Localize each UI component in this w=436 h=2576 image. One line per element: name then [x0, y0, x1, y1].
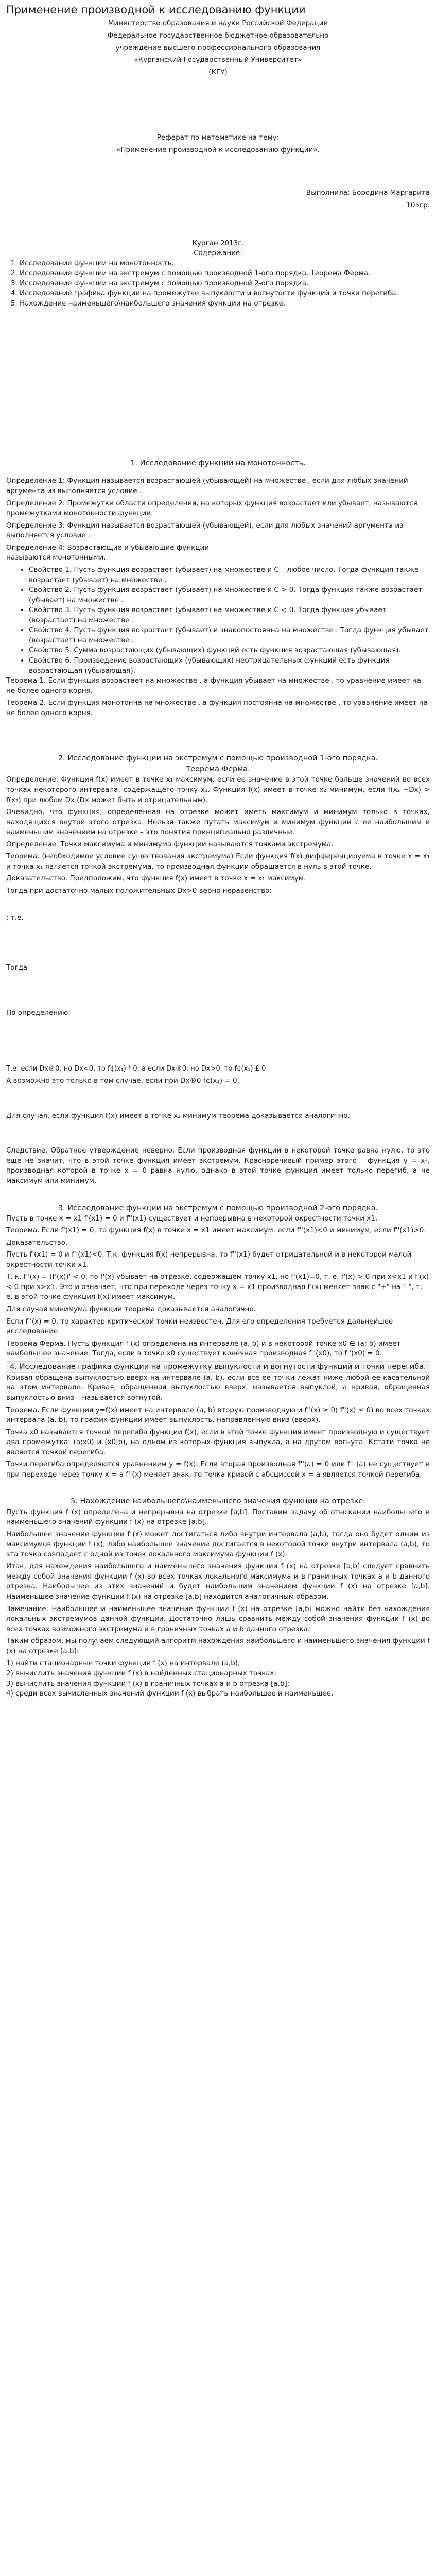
page-title: Применение производной к исследованию функции — [6, 4, 306, 16]
paragraph: Таким образом, мы получаем следующий алгоритм нахождения наибольшего и наименьшего значения функции f (x) на отрезке [a,b]: — [6, 1637, 430, 1655]
paragraph: Доказательство. — [6, 1238, 68, 1247]
toc-item: 4. Исследование графика функции на промежутке выпуклости и вогнутости функций и точки перегиба. — [20, 289, 430, 299]
paragraph: Пусть функция f (x) определена и непрерывна на отрезке [a,b]. Поставим задачу об отыскании наибольшего и наименьшего значений функции f (x) на отрезке [a,b]. — [6, 1507, 430, 1527]
institution-header — [6, 19, 430, 77]
paragraph: Для случая минимума функции теорема доказывается аналогично. — [6, 1305, 256, 1314]
property-item: • Свойство 5. Сумма возрастающих (убывающих) функций есть функция возрастающая (убывающая). — [29, 646, 430, 656]
author-name: Выполнила: Бородина Маргарита — [306, 189, 430, 197]
paragraph: А возможно это только в том случае, если при Dx®0 f¢(x₁) = 0. — [6, 1077, 239, 1086]
section-1-title: 1. Исследование функции на монотонность. — [130, 459, 306, 468]
paragraph: Тогда — [6, 963, 28, 972]
property-item: • Свойство 2. Пусть функция возрастает (убывает) на множестве и С > 0. Тогда функция также возрастает (убывает) на множестве . — [29, 585, 430, 605]
city-year: Курган 2013г. — [192, 239, 244, 247]
paragraph: Наибольшее значение функции f (x) может достигаться либо внутри интервала (a,b), тогда оно будет одним из максимумов функции f (x), либо наибольшее значение достигается в некоторой точке внутри интервала (a,b), то эта точка совпадает с одной из точек локального максимума функции f (x). — [6, 1530, 430, 1558]
toc-title: Содержание: — [194, 249, 242, 258]
property-item: • Свойство 3. Пусть функция возрастает (убывает) на множестве и С < 0. Тогда функция убывает (возрастает) на множестве . — [29, 605, 430, 625]
property-item: • Свойство 4. Пусть функция возрастает (убывает) и знакопостоянна на множестве . Тогда функция убывает (возрастает) на множестве . — [29, 625, 430, 646]
section-2-subtitle: Теорема Ферма. — [186, 765, 250, 774]
paragraph: Если f''(x) = 0, то характер критической точки неизвестен. Для его определения требуется дальнейшее исследование. — [6, 1317, 393, 1336]
section-4-title: 4. Исследование графика функции на промежутку выпуклости и вогнутости функций и точки перегиба. — [6, 1361, 430, 1373]
algorithm-step: 3) вычислить значения функции f (x) в граничных точках a и b отрезка [a,b]; — [6, 1679, 290, 1688]
section-5-title: 5. Нахождение наибольшего\наименьшего значения функции на отрезке. — [71, 1497, 365, 1506]
author-group: 105гр. — [406, 200, 430, 209]
paragraph: Теорема. Если функция y=f(x) имеет на интервале (a, b) вторую производную и f''(x) ≥ 0( f''(x) ≤ 0) во всех точках интервала (a, b), то график функции имеет выпуклость, направленную вниз (вверх). — [6, 1405, 430, 1425]
section-3-title: 3. Исследование функции на экстремум с помощью производной 2-ого порядка. — [58, 1204, 378, 1212]
algorithm-step: 1) найти стационарные точки функции f (x) на интервале (a,b); — [6, 1659, 240, 1668]
table-of-contents — [6, 259, 430, 309]
paragraph: Очевидно, что функция, определенная на отрезке может иметь максимум и минимум только в точках, находящихся внутри этого отрезка. Нельзя также путать максимум и минимум функции с ее наибольшим и наименьшим значением на отрезке – это понятия принципиально различные. — [6, 808, 430, 837]
header-line: учреждение высшего профессионального образования — [115, 43, 321, 52]
paragraph: Кривая обращена выпуклостью вверх на интервале (a, b), если все ее точки лежат ниже любой ее касательной на этом интервале. Кривая, обращенная выпуклостью вверх, называется выпуклой, а кривая, обращенная выпуклостью вниз – называется вогнутой. — [6, 1373, 430, 1402]
paragraph: Следствие. Обратное утверждение неверно. Если производная функции в некоторой точке равна нулю, то это еще не значит, что в этой точке функция имеет экстремум. Красноречивый пример этого – функция y = x³, производная которой в точке х = 0 равна нулю, однако в этой точке функция имеет только перегиб, а не максимум или минимум. — [6, 1146, 430, 1185]
header-line: (КГУ) — [208, 67, 228, 76]
paragraph: Точка x0 называется точкой перегиба функции f(x), если в этой точке функция имеет производную и существует два промежутка: (a;x0) и (x0;b), на одном из которых функция выпукла, а на другом вогнута. Кстати точка не является точкой перегиба. — [6, 1428, 430, 1456]
header-line: Министерство образования и науки Российской Федерации — [108, 19, 328, 28]
definition-4-cont: называются монотонными. — [6, 553, 106, 562]
paragraph: Теорема Ферма. Пусть функция f (x) определена на интервале (a, b) и в некоторой точке x0 ∈ (a; b) имеет наибольшее значение. Тогда, если в точке x0 существует конечная производная f '(x0), то f '(x0) = 0. — [6, 1339, 401, 1358]
paragraph: Определение. Точки максимума и минимума функции называются точками экстремума. — [6, 840, 334, 849]
definition-2: Определение 2: Промежутки области определения, на которых функция возрастает или убывает, называются промежутками монотонности функции. — [6, 499, 417, 518]
definition-3: Определение 3: Функция называется возрастающей (убывающей), если для любых значений аргумента из выполняется условие . — [6, 521, 404, 540]
report-line: Реферат по математике на тему: — [156, 133, 280, 142]
report-topic: «Применение производной к исследованию функции». — [116, 145, 320, 154]
theorem-1: Теорема 1. Если функция возрастает на множестве , а функция убывает на множестве , то уравнение имеет на не более одного корня. — [6, 676, 421, 695]
paragraph: Тогда при достаточно малых положительных Dx>0 верно неравенство: — [6, 887, 272, 895]
property-item: • Свойство 1. Пусть функция возрастает (убывает) на множестве и С – любое число. Тогда функция также возрастает (убывает) на множестве . — [29, 565, 430, 585]
definition-1: Определение 1: Функция называется возрастающей (убывающей) на множестве , если для любых значений аргумента из выполняется условие . — [6, 477, 408, 496]
paragraph: По определению: — [6, 1008, 71, 1017]
paragraph: Теорема. Если f'(x1) = 0, то функция f(x) в точке x = x1 имеет максимум, если f''(x1)<0 и минимум, если f''(x1)>0. — [6, 1226, 426, 1235]
toc-item: 3. Исследование функции на экстремум с помощью производной 2-ого порядка. — [20, 279, 430, 289]
paragraph: Замечание. Наибольшее и наименьшее значение функции f (x) на отрезке [a,b] можно найти без нахождения локальных экстремумов данной функции. Достаточно лишь сравнить между собой значения функции f (x) во всех точках возможного экстремума и в граничных точках a и b данного отрезка. — [6, 1604, 430, 1633]
theorem-2: Теорема 2. Если функция монотонна на множестве , а функция постоянна на множестве , то уравнение имеет на не более одного корня. — [6, 699, 428, 717]
paragraph: Т. к. f''(x) = (f'(x))' < 0, то f'(x) убывает на отрезке, содержащем точку x1, но f'(x1)=0, т. е. f'(x) > 0 при x<x1 и f'(x) < 0 при x>x1. Это и означает, что при переходе через точку x = x1 производная f'(x) меняет знак с "+" на "-", т. е. в этой точке функция f(x) имеет максимум. — [6, 1273, 429, 1301]
algorithm-step: 2) вычислить значения функции f (x) в найденных стационарных точках; — [6, 1669, 277, 1677]
algorithm-step: 4) среди всех вычисленных значений функции f (x) выбрать наибольшее и наименьшее. — [6, 1689, 334, 1698]
header-line: «Курганский Государственный Университет» — [134, 56, 302, 64]
definition-4: Определение 4: Возрастающие и убывающие функции — [6, 543, 210, 552]
report-heading — [6, 133, 430, 155]
header-line: Федеральное государственное бюджетное образовательно — [107, 31, 329, 40]
toc-item: 2. Исследование функции на экстремум с помощью производной 1-ого порядка. Теорема Ферма. — [20, 268, 430, 279]
paragraph: Для случая, если функция f(x) имеет в точке x₂ минимум теорема доказывается аналогично. — [6, 1111, 350, 1120]
toc-item: 5. Нахождение наименьшего\наибольшего значения функции на отрезке. — [20, 299, 430, 309]
paragraph: Теорема. (необходимое условие существования экстремума) Если функция f(x) дифференцируема в точке x = x₁ и точка x₁ является точкой экстремума, то производная функции обращается в нуль в этой точке. — [6, 852, 430, 871]
paragraph: Определение. Функция f(x) имеет в точке x₁ максимум, если ее значение в этой точке больше значений во всех точках некоторого интервала, содержащего точку x₁. Функция f(x) имеет в точке x₂ минимум, если f(x₂ +Dx) > f(x₂) при любом Dx (Dx может быть и отрицательным). — [6, 775, 430, 804]
paragraph: Пусть f'(x1) = 0 и f''(x1)<0. Т.к. функция f(x) непрерывна, то f''(x1) будет отрицательной и в некоторой малой окрестности точки x1. — [6, 1250, 412, 1269]
paragraph: Итак, для нахождения наибольшего и наименьшего значения функции f (x) на отрезке [a,b] следует сравнить между собой значения функции f (x) во всех точках локального максимума и в граничных точках a и b данного отрезка. Наибольшее из этих значений и будет наибольшим значением функции f (x) на отрезке [a,b]. Наименьшее значение функции f (x) на отрезке [a,b] находится аналогичным образом. — [6, 1562, 430, 1601]
paragraph: Доказательство. Предположим, что функция f(x) имеет в точке x = x₁ максимум. — [6, 874, 306, 883]
paragraph: Пусть в точке x = x1 f'(x1) = 0 и f''(x1) существует и непрерывна в некоторой окрестности точки x1. — [6, 1214, 378, 1223]
toc-item: 1. Исследование функции на монотонность. — [20, 259, 430, 269]
author-block — [6, 188, 430, 210]
paragraph: Т.е. если Dx®0, но Dx<0, то f¢(x₁) ³ 0, а если Dx®0, но Dx>0, то f¢(x₁) £ 0. — [6, 1065, 268, 1073]
property-item: • Свойство 6. Произведение возрастающих (убывающих) неотрицательных функций есть функция возрастающая (убывающая). — [29, 656, 430, 676]
section-2-title: 2. Исследование функции на экстремум с помощью производной 1-ого порядка. — [58, 754, 378, 763]
properties-list — [6, 565, 430, 676]
paragraph: ; т.е. — [6, 913, 24, 922]
paragraph: Точки перегиба определяются уравнением y = f(x). Если вторая производная f''(a) = 0 или f'' (a) не существует и при переходе через точку x = a f''(x) меняет знак, то точка кривой с абсциссой x = a является точкой перегиба. — [6, 1460, 430, 1479]
